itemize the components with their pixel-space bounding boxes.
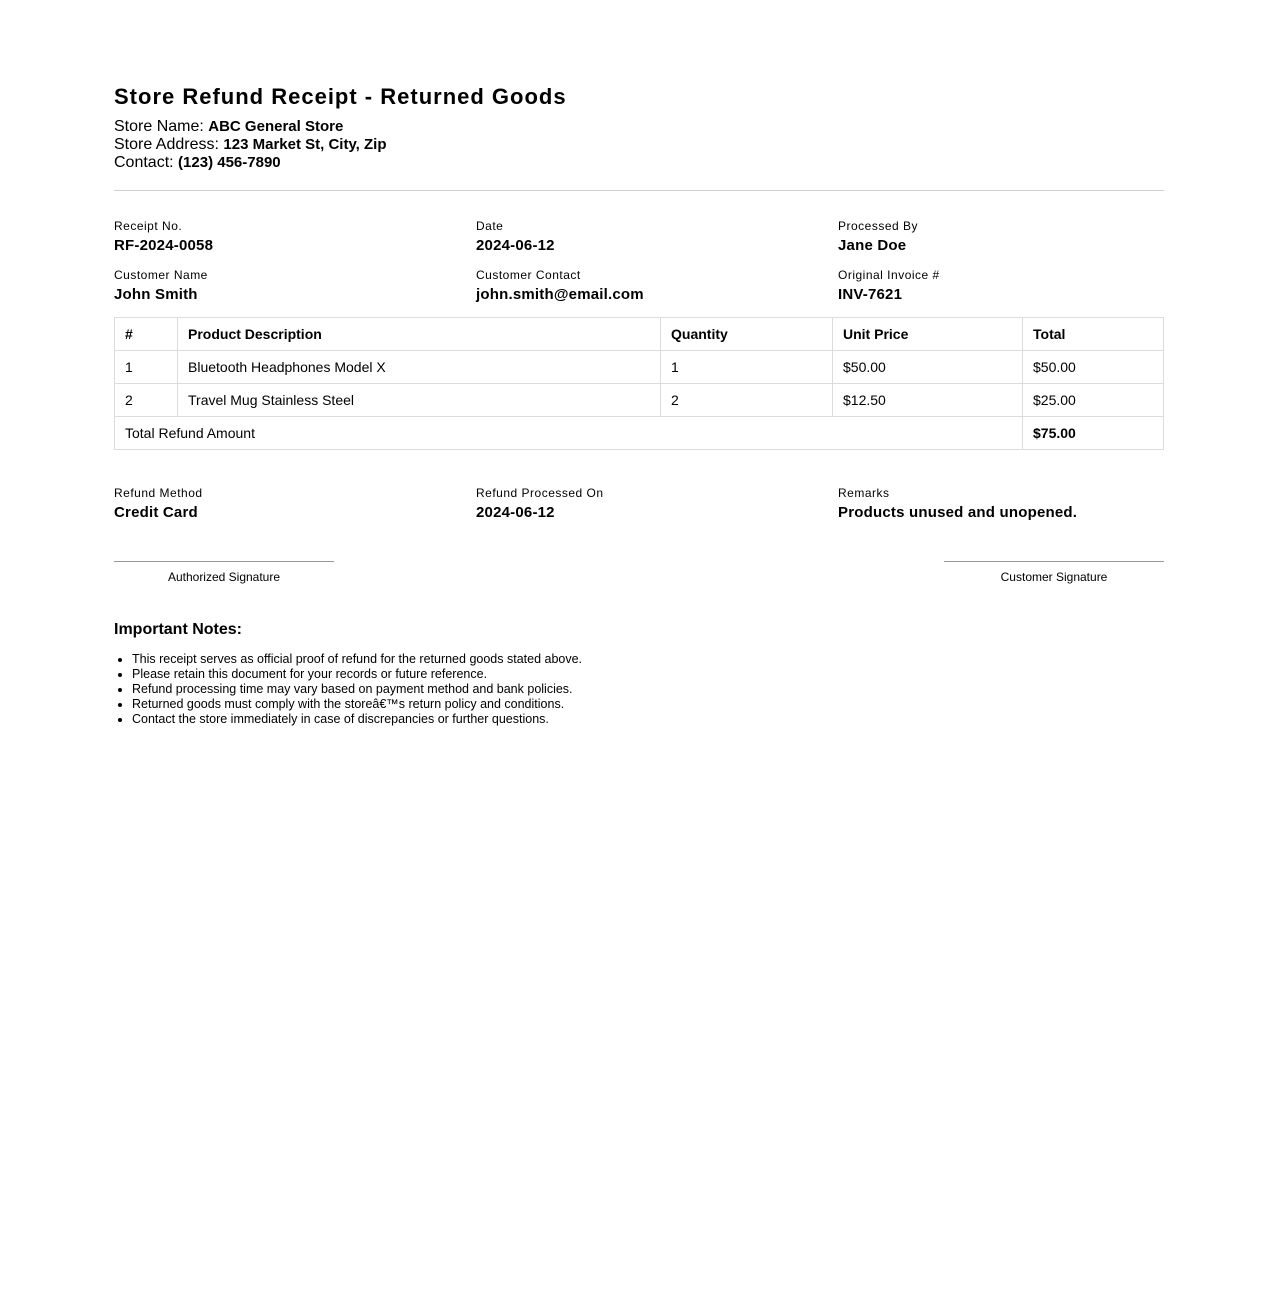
total-refund-amount: $75.00 [1023,417,1164,450]
refund-details [114,486,1164,523]
list-item: • Returned goods must comply with the storeâ€™s return policy and conditions. [132,697,1164,712]
store-name: ABC General Store [208,118,344,135]
store-name-line [114,118,1164,136]
customer-name-value: John Smith [114,286,198,303]
row-total: $25.00 [1023,384,1164,417]
receipt-date [476,219,838,256]
remarks-value: Products unused and unopened. [838,504,1078,521]
row-quantity: 2 [661,384,833,417]
customer-contact-value: john.smith@email.com [476,286,644,303]
signatures [114,561,1164,584]
items-table [114,317,1164,450]
header-number: # [115,318,178,351]
receipt-date-label: Date [476,219,504,233]
remarks [838,486,1164,523]
list-item: • This receipt serves as official proof of refund for the returned goods stated above. [132,652,1164,667]
receipt-meta [114,219,1164,305]
header-total: Total [1023,318,1164,351]
original-invoice [838,268,1164,305]
receipt-no-value: RF-2024-0058 [114,237,214,254]
refund-processed-on-label: Refund Processed On [476,486,604,500]
row-unit-price: $12.50 [833,384,1023,417]
row-description: Travel Mug Stainless Steel [178,384,661,417]
list-item: • Refund processing time may vary based on payment method and bank policies. [132,682,1164,697]
row-number: 1 [115,351,178,384]
list-item: • Please retain this document for your records or future reference. [132,667,1164,682]
store-contact-label: Contact: [114,154,174,171]
row-quantity: 1 [661,351,833,384]
refund-method-value: Credit Card [114,504,198,521]
refund-method [114,486,476,523]
refund-processed-on [476,486,838,523]
row-total: $50.00 [1023,351,1164,384]
header-unit-price: Unit Price [833,318,1023,351]
original-invoice-label: Original Invoice # [838,268,940,282]
remarks-label: Remarks [838,486,890,500]
refund-processed-on-value: 2024-06-12 [476,504,555,521]
store-info [114,118,1164,172]
processed-by-value: Jane Doe [838,237,907,254]
store-contact-line [114,154,1164,172]
header-divider [114,190,1164,191]
notes-title: Important Notes: [114,621,242,638]
customer-contact-label: Customer Contact [476,268,581,282]
store-name-label: Store Name: [114,118,204,135]
original-invoice-value: INV-7621 [838,286,903,303]
store-address: 123 Market St, City, Zip [223,136,387,153]
refund-receipt [114,0,1164,727]
store-address-label: Store Address: [114,136,219,153]
header-quantity: Quantity [661,318,833,351]
refund-method-label: Refund Method [114,486,203,500]
customer-signature: Customer Signature [944,561,1164,584]
receipt-no-label: Receipt No. [114,219,183,233]
processed-by [838,219,1164,256]
notes-list [114,652,1164,727]
table-total-row [115,417,1164,450]
table-header-row [115,318,1164,351]
table-row [115,384,1164,417]
store-address-line [114,136,1164,154]
processed-by-label: Processed By [838,219,919,233]
header-description: Product Description [178,318,661,351]
authorized-signature: Authorized Signature [114,561,334,584]
customer-contact [476,268,838,305]
store-contact: (123) 456-7890 [178,154,281,171]
list-item: • Contact the store immediately in case of discrepancies or further questions. [132,712,1164,727]
receipt-no [114,219,476,256]
row-number: 2 [115,384,178,417]
customer-name [114,268,476,305]
table-row [115,351,1164,384]
row-unit-price: $50.00 [833,351,1023,384]
receipt-date-value: 2024-06-12 [476,237,555,254]
row-description: Bluetooth Headphones Model X [178,351,661,384]
page-title: Store Refund Receipt - Returned Goods [114,84,567,109]
total-refund-label: Total Refund Amount [115,417,1023,450]
customer-name-label: Customer Name [114,268,208,282]
